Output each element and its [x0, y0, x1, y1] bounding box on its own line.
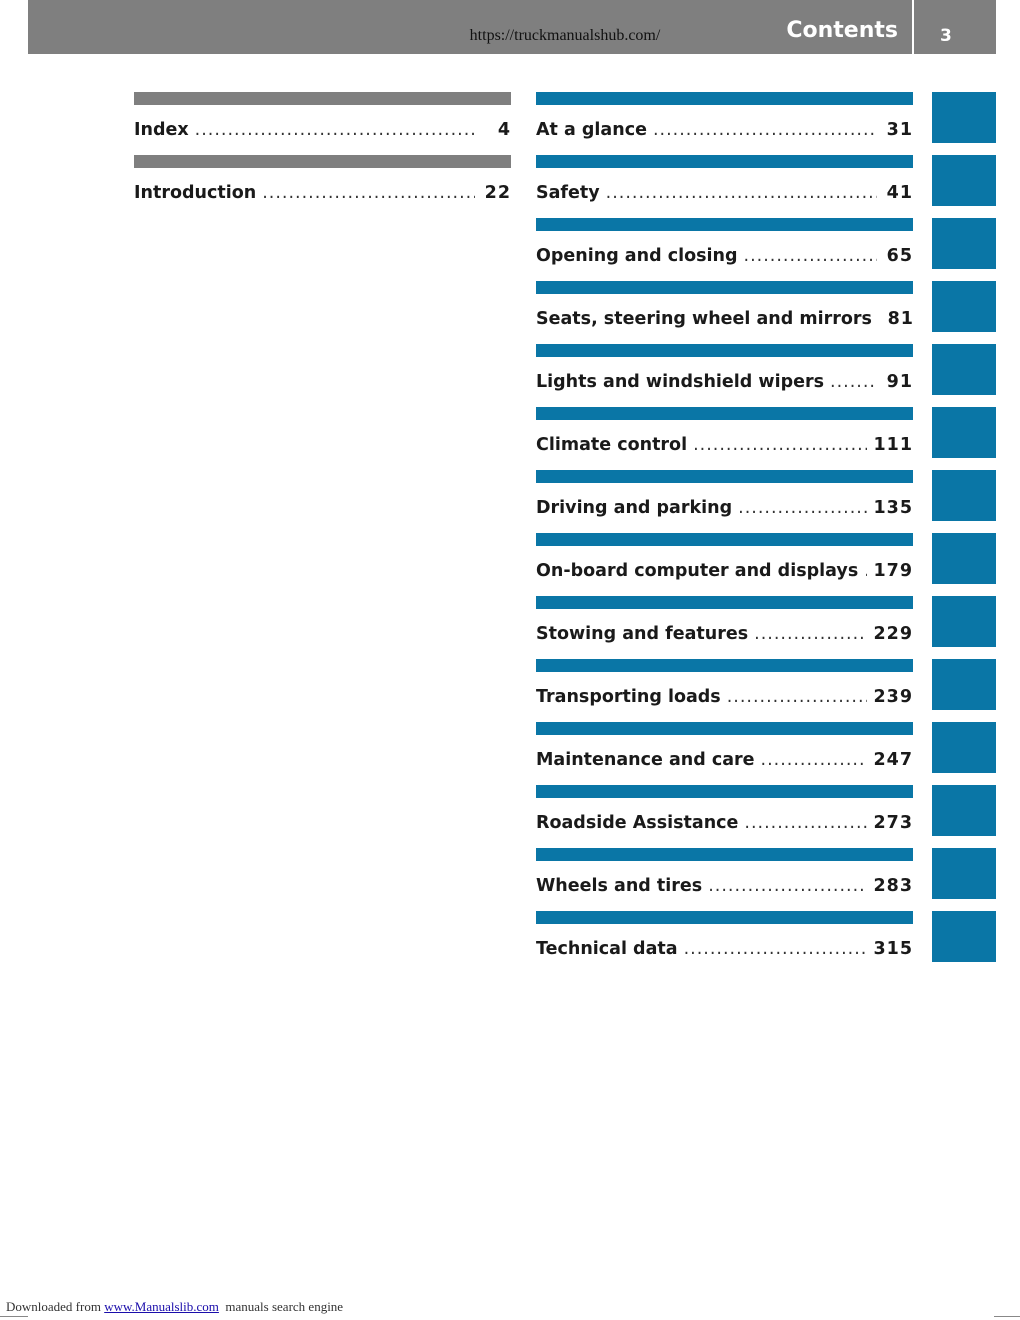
toc-entry-stowing-and-features[interactable]	[536, 596, 913, 659]
chapter-tab[interactable]	[932, 533, 996, 584]
section-bar	[536, 407, 913, 420]
toc-right-column	[536, 92, 913, 974]
chapter-tab[interactable]	[932, 785, 996, 836]
toc-entry-page: 41	[886, 183, 913, 203]
section-bar	[536, 281, 913, 294]
toc-entry-title: Technical data	[536, 939, 678, 959]
chapter-tab[interactable]	[932, 596, 996, 647]
section-bar	[134, 92, 511, 105]
toc-entry-technical-data[interactable]	[536, 911, 913, 974]
toc-entry-page: 273	[873, 813, 913, 833]
toc-entry-title: Transporting loads	[536, 687, 721, 707]
page-number: 3	[940, 26, 952, 46]
chapter-tab[interactable]	[932, 470, 996, 521]
toc-entry-roadside-assistance[interactable]	[536, 785, 913, 848]
section-bar	[536, 470, 913, 483]
chapter-tab[interactable]	[932, 659, 996, 710]
chapter-tab[interactable]	[932, 848, 996, 899]
toc-entry-title: Introduction	[134, 183, 257, 203]
leader-dots	[761, 750, 868, 770]
toc-entry-title: Stowing and features	[536, 624, 749, 644]
leader-dots	[693, 435, 867, 455]
page-number-box	[914, 0, 996, 54]
section-bar	[536, 92, 913, 105]
toc-entry-page: 111	[873, 435, 913, 455]
toc-entry-driving-and-parking[interactable]	[536, 470, 913, 533]
toc-entry-title: Roadside Assistance	[536, 813, 739, 833]
toc-entry-title: Maintenance and care	[536, 750, 755, 770]
toc-entry-maintenance-and-care[interactable]	[536, 722, 913, 785]
section-bar	[536, 344, 913, 357]
toc-entry-climate-control[interactable]	[536, 407, 913, 470]
toc-entry-title: Climate control	[536, 435, 688, 455]
crop-mark	[0, 1316, 28, 1317]
toc-entry-page: 179	[873, 561, 913, 581]
leader-dots	[864, 561, 867, 581]
chapter-tab[interactable]	[932, 155, 996, 206]
toc-entry-page: 4	[497, 120, 511, 140]
toc-entry-page: 315	[873, 939, 913, 959]
chapter-tab[interactable]	[932, 218, 996, 269]
toc-entry-title: On-board computer and displays	[536, 561, 859, 581]
section-bar	[134, 155, 511, 168]
section-bar	[536, 722, 913, 735]
chapter-tab[interactable]	[932, 281, 996, 332]
toc-entry-wheels-and-tires[interactable]	[536, 848, 913, 911]
toc-entry-page: 81	[887, 309, 914, 329]
header-bar	[28, 0, 912, 54]
chapter-tabs	[932, 92, 996, 974]
leader-dots	[653, 120, 877, 140]
leader-dots	[738, 498, 867, 518]
toc-entry-title: Safety	[536, 183, 600, 203]
leader-dots	[708, 876, 867, 896]
header-url[interactable]: https://truckmanualshub.com/	[469, 27, 661, 44]
chapter-tab[interactable]	[932, 92, 996, 143]
toc-entry-title: Lights and windshield wipers	[536, 372, 825, 392]
toc-entry-introduction[interactable]	[134, 155, 511, 218]
section-bar	[536, 785, 913, 798]
footer-prefix: Downloaded from	[6, 1299, 101, 1314]
toc-entry-title: Opening and closing	[536, 246, 738, 266]
crop-mark	[994, 1316, 1020, 1317]
section-bar	[536, 155, 913, 168]
toc-entry-page: 31	[886, 120, 913, 140]
toc-entry-opening-and-closing[interactable]	[536, 218, 913, 281]
toc-entry-safety[interactable]	[536, 155, 913, 218]
toc-entry-page: 229	[873, 624, 913, 644]
leader-dots	[754, 624, 867, 644]
section-bar	[536, 596, 913, 609]
section-bar	[536, 659, 913, 672]
section-bar	[536, 848, 913, 861]
footer-link[interactable]: www.Manualslib.com	[104, 1299, 219, 1314]
section-bar	[536, 218, 913, 231]
chapter-tab[interactable]	[932, 722, 996, 773]
toc-entry-page: 239	[873, 687, 913, 707]
leader-dots	[262, 183, 475, 203]
toc-entry-page: 283	[873, 876, 913, 896]
toc-left-column	[134, 92, 511, 218]
toc-entry-seats-steering-mirrors[interactable]	[536, 281, 913, 344]
leader-dots	[606, 183, 877, 203]
toc-entry-onboard-computer[interactable]	[536, 533, 913, 596]
toc-entry-page: 247	[873, 750, 913, 770]
toc-entry-page: 135	[873, 498, 913, 518]
toc-entry-title: Driving and parking	[536, 498, 733, 518]
leader-dots	[195, 120, 475, 140]
leader-dots	[744, 813, 867, 833]
toc-entry-index[interactable]	[134, 92, 511, 155]
page-title: Contents	[786, 18, 898, 43]
section-bar	[536, 533, 913, 546]
chapter-tab[interactable]	[932, 344, 996, 395]
toc-entry-title: At a glance	[536, 120, 647, 140]
toc-entry-at-a-glance[interactable]	[536, 92, 913, 155]
toc-entry-page: 22	[484, 183, 511, 203]
toc-entry-page: 65	[886, 246, 913, 266]
leader-dots	[727, 687, 868, 707]
leader-dots	[830, 372, 877, 392]
chapter-tab[interactable]	[932, 407, 996, 458]
toc-entry-title: Seats, steering wheel and mirrors	[536, 309, 872, 329]
section-bar	[536, 911, 913, 924]
toc-entry-lights-and-wipers[interactable]	[536, 344, 913, 407]
leader-dots	[744, 246, 878, 266]
leader-dots	[684, 939, 868, 959]
chapter-tab[interactable]	[932, 911, 996, 962]
footer-suffix: manuals search engine	[225, 1299, 344, 1314]
toc-entry-title: Index	[134, 120, 189, 140]
footer	[6, 1299, 343, 1315]
toc-entry-transporting-loads[interactable]	[536, 659, 913, 722]
toc-entry-page: 91	[886, 372, 913, 392]
toc-entry-title: Wheels and tires	[536, 876, 703, 896]
